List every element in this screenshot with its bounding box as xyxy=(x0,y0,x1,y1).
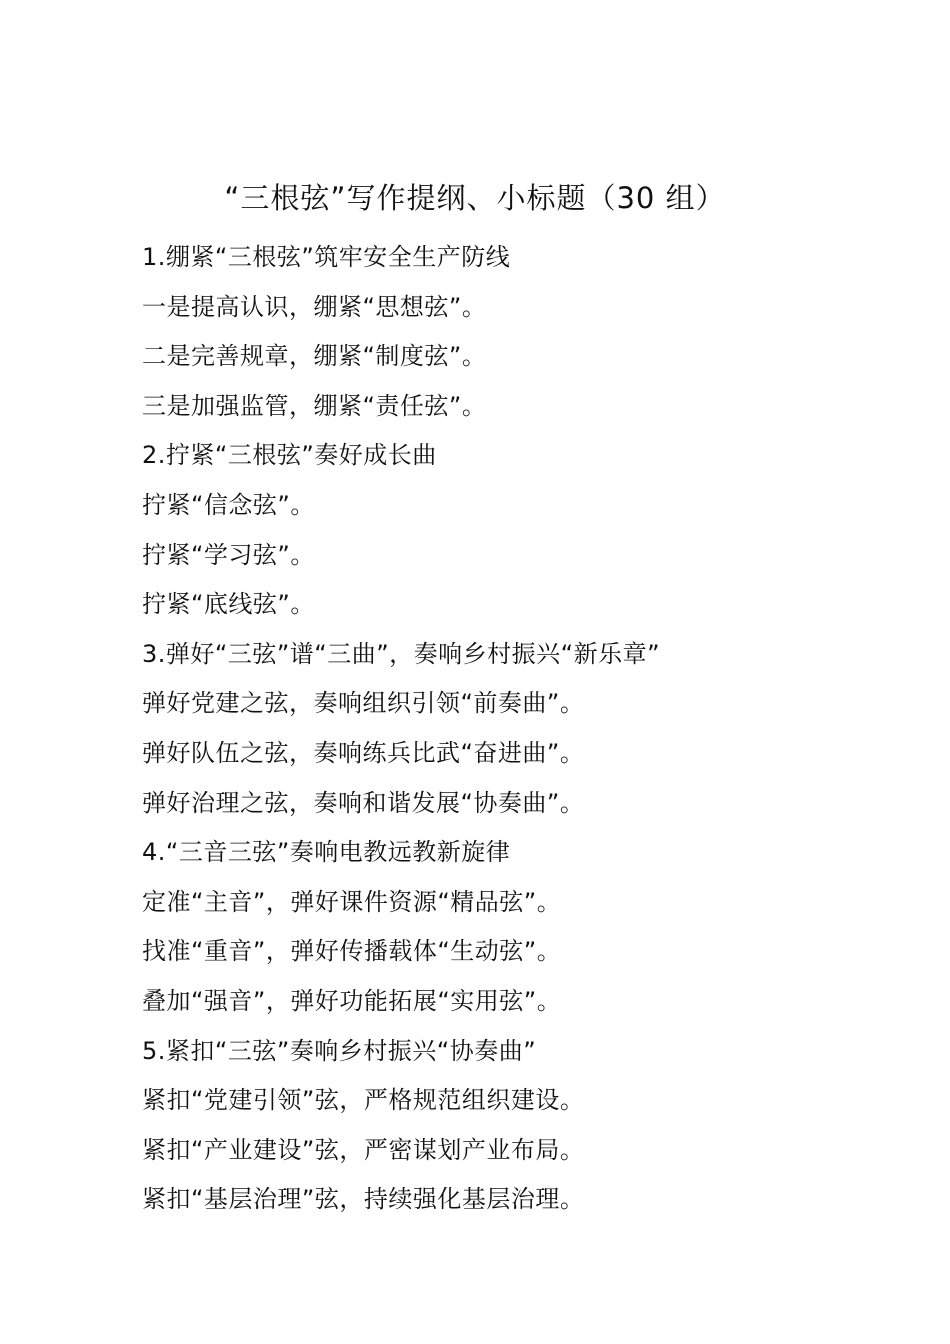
body-line: 紧扣“党建引领”弦，严格规范组织建设。 xyxy=(142,1086,585,1115)
section-heading-5: 5.紧扣“三弦”奏响乡村振兴“协奏曲” xyxy=(142,1036,537,1065)
document-title: “三根弦”写作提纲、小标题（30 组） xyxy=(224,181,726,215)
body-line: 弹好治理之弦，奏响和谐发展“协奏曲”。 xyxy=(142,788,585,817)
body-line: 三是加强监管，绷紧“责任弦”。 xyxy=(142,391,487,420)
body-line: 弹好党建之弦，奏响组织引领“前奏曲”。 xyxy=(142,689,585,718)
body-line: 拧紧“学习弦”。 xyxy=(142,540,315,569)
body-line: 叠加“强音”，弹好功能拓展“实用弦”。 xyxy=(142,986,562,1015)
document-body xyxy=(142,233,902,1225)
section-heading-4: 4.“三音三弦”奏响电教远教新旋律 xyxy=(142,838,511,867)
body-line: 拧紧“底线弦”。 xyxy=(142,590,315,619)
section-heading-1: 1.绷紧“三根弦”筑牢安全生产防线 xyxy=(142,243,511,271)
section-heading-3: 3.弹好“三弦”谱“三曲”，奏响乡村振兴“新乐章” xyxy=(142,639,660,668)
body-line: 紧扣“基层治理”弦，持续强化基层治理。 xyxy=(142,1185,585,1214)
body-line: 一是提高认识，绷紧“思想弦”。 xyxy=(142,292,487,321)
body-line: 紧扣“产业建设”弦，严密谋划产业布局。 xyxy=(142,1135,585,1164)
body-line: 弹好队伍之弦，奏响练兵比武“奋进曲”。 xyxy=(142,738,585,767)
body-line: 找准“重音”，弹好传播载体“生动弦”。 xyxy=(142,937,562,966)
body-line: 拧紧“信念弦”。 xyxy=(142,490,315,519)
body-line: 二是完善规章，绷紧“制度弦”。 xyxy=(142,342,487,371)
section-heading-2: 2.拧紧“三根弦”奏好成长曲 xyxy=(142,441,437,470)
body-line: 定准“主音”，弹好课件资源“精品弦”。 xyxy=(142,887,562,916)
